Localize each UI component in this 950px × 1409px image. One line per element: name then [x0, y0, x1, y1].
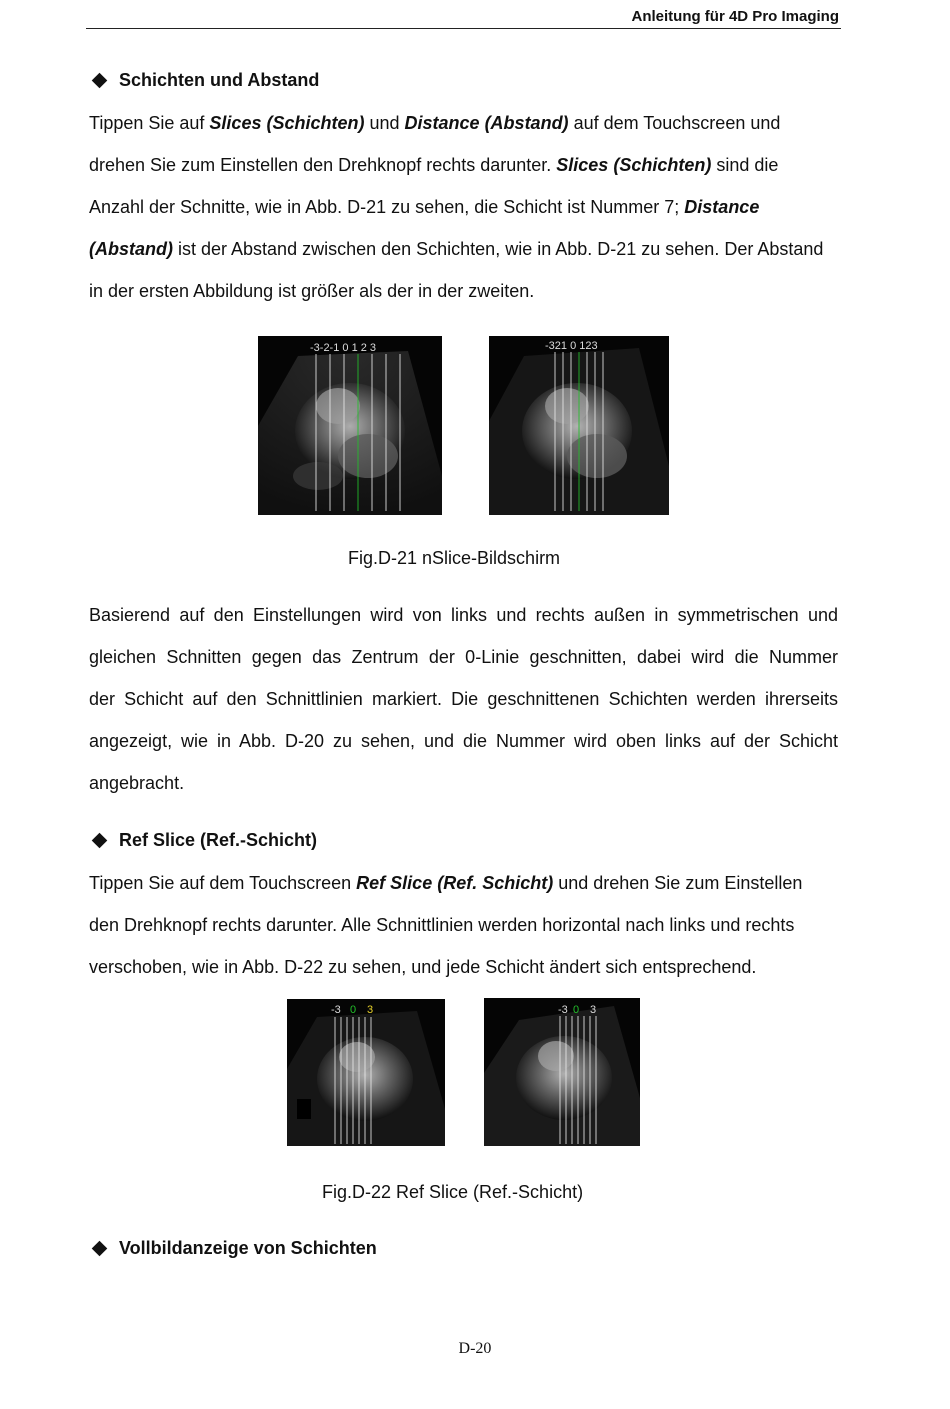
text-line [89, 270, 823, 312]
emphasized-term: Distance (Abstand) [404, 113, 569, 133]
ultrasound-image-small-distance [489, 336, 669, 515]
page-header [86, 6, 841, 29]
section1-paragraph [89, 102, 823, 312]
diamond-bullet-icon [92, 1241, 108, 1257]
text-line: gleichen Schnitten gegen das Zentrum der 0-Linie geschnitten, dabei wird die Nummer [89, 647, 838, 667]
text-run: drehen Sie zum Einstellen den Drehknopf rechts darunter. [89, 155, 557, 175]
slice-label-minus3: -3 [558, 1004, 568, 1016]
text-run: den Drehknopf rechts darunter. Alle Schnittlinien werden horizontal nach links und rechts [89, 915, 795, 935]
emphasized-term: Slices (Schichten) [209, 113, 365, 133]
text-run: sind die [711, 155, 779, 175]
diamond-bullet-icon [92, 73, 108, 89]
figure-caption-d21: Fig.D-21 nSlice-Bildschirm [348, 548, 561, 568]
text-line: angebracht. [89, 773, 185, 793]
text-line [89, 102, 823, 144]
section2-paragraph [89, 862, 802, 988]
emphasized-term: (Abstand) [89, 239, 173, 259]
slice-number-labels: -321 0 123 [545, 340, 598, 352]
slice-label-zero: 0 [350, 1004, 357, 1016]
text-line [89, 144, 823, 186]
text-run: in der ersten Abbildung ist größer als der in der zweiten. [89, 281, 535, 301]
text-line [89, 904, 802, 946]
emphasized-term: Slices (Schichten) [556, 155, 712, 175]
text-line [89, 862, 802, 904]
text-line [89, 228, 823, 270]
text-run: Tippen Sie auf [89, 113, 210, 133]
section-heading-vollbild [92, 1238, 377, 1259]
section-heading-schichten [92, 70, 319, 91]
text-run: auf dem Touchscreen und [568, 113, 781, 133]
section-heading-text: Ref Slice (Ref.-Schicht) [119, 830, 318, 850]
text-line: der Schicht auf den Schnittlinien markiert. Die geschnittenen Schichten werden ihrerseits [89, 689, 838, 709]
text-run: und drehen Sie zum Einstellen [553, 873, 803, 893]
text-run: verschoben, wie in Abb. D-22 zu sehen, und jede Schicht ändert sich entsprechend. [89, 957, 757, 977]
section-heading-ref-slice [92, 830, 317, 851]
slice-label-plus3: 3 [367, 1004, 374, 1016]
slice-label-plus3: 3 [590, 1004, 597, 1016]
page-number: D-20 [458, 1340, 492, 1357]
text-line: angezeigt, wie in Abb. D-20 zu sehen, und die Nummer wird oben links auf der Schicht [89, 731, 838, 751]
section-heading-text: Vollbildanzeige von Schichten [119, 1238, 377, 1258]
slice-number-labels: -3-2-1 0 1 2 3 [310, 342, 377, 354]
section-heading-text: Schichten und Abstand [119, 70, 320, 90]
text-run: Anzahl der Schnitte, wie in Abb. D-21 zu sehen, die Schicht ist Nummer 7; [89, 197, 685, 217]
figure-caption-d22: Fig.D-22 Ref Slice (Ref.-Schicht) [322, 1182, 584, 1202]
text-run: ist der Abstand zwischen den Schichten, wie in Abb. D-21 zu sehen. Der Abstand [173, 239, 824, 259]
diamond-bullet-icon [92, 833, 108, 849]
ultrasound-image-large-distance [258, 336, 442, 515]
text-run: Tippen Sie auf dem Touchscreen [89, 873, 357, 893]
slice-label-zero: 0 [573, 1004, 580, 1016]
emphasized-term: Ref Slice (Ref. Schicht) [356, 873, 554, 893]
ultrasound-image-ref-left [287, 999, 445, 1146]
text-line: Basierend auf den Einstellungen wird von links und rechts außen in symmetrischen und [89, 605, 838, 625]
emphasized-term: Distance [684, 197, 760, 217]
paragraph-basierend [89, 594, 838, 804]
slice-label-minus3: -3 [331, 1004, 341, 1016]
text-line [89, 186, 823, 228]
text-run: und [364, 113, 405, 133]
text-line [89, 946, 802, 988]
ultrasound-image-ref-right [484, 998, 640, 1146]
header-title: Anleitung für 4D Pro Imaging [631, 8, 839, 25]
